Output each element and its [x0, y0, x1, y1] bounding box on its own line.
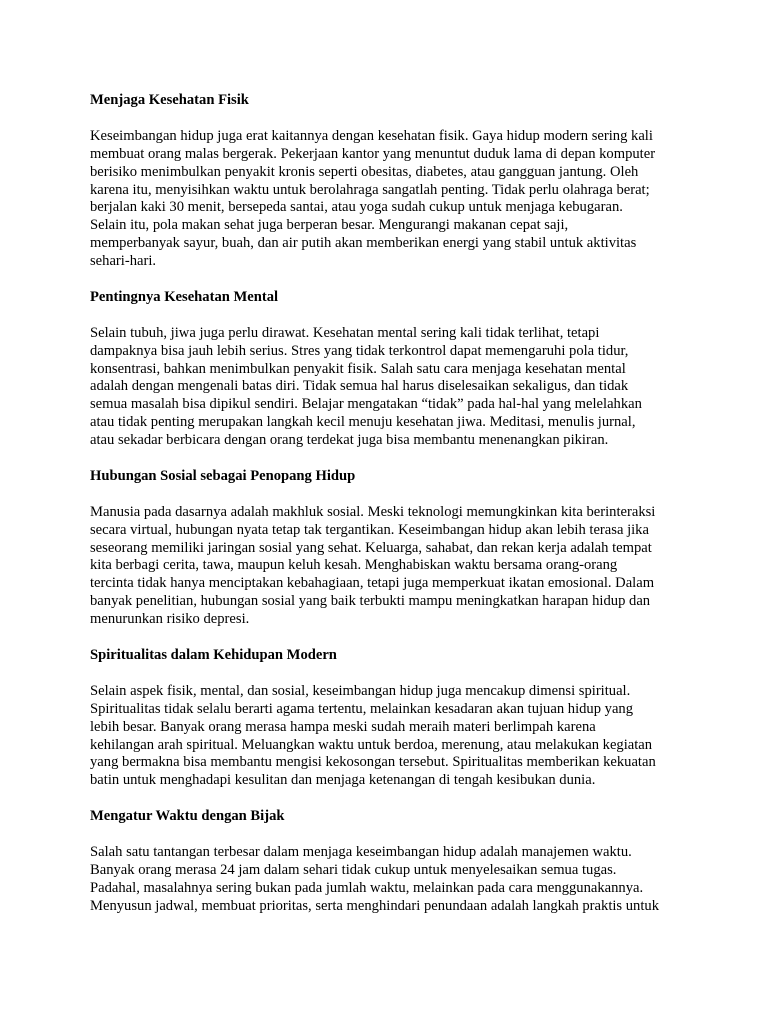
- paragraph-line: Keseimbangan hidup juga erat kaitannya dengan kesehatan fisik. Gaya hidup modern sering kali: [90, 127, 653, 144]
- paragraph-line: Menyusun jadwal, membuat prioritas, serta menghindari penundaan adalah langkah praktis untuk: [90, 897, 659, 914]
- section-heading: Menjaga Kesehatan Fisik: [90, 92, 249, 108]
- paragraph-line: atau tidak penting merupakan langkah kecil menuju kesehatan jiwa. Meditasi, menulis jurnal,: [90, 414, 636, 431]
- paragraph-line: Spiritualitas tidak selalu berarti agama tertentu, melainkan kesadaran akan tujuan hidup yang: [90, 700, 634, 717]
- paragraph-line: tercinta tidak hanya menciptakan kebahagiaan, tetapi juga memperkuat ikatan emosional. Dalam: [90, 575, 655, 592]
- paragraph-line: Padahal, masalahnya sering bukan pada jumlah waktu, melainkan pada cara menggunakannya.: [90, 879, 644, 896]
- paragraph-line: Selain tubuh, jiwa juga perlu dirawat. Kesehatan mental sering kali tidak terlihat, tetapi: [90, 324, 600, 341]
- paragraph-line: menurunkan risiko depresi.: [90, 611, 250, 628]
- section-heading: Mengatur Waktu dengan Bijak: [90, 808, 285, 825]
- section-spiritualitas: [90, 647, 690, 790]
- document-page: [90, 92, 690, 933]
- paragraph-line: banyak penelitian, hubungan sosial yang baik terbukti mampu meningkatkan harapan hidup dan: [90, 593, 651, 610]
- section-paragraph: [90, 844, 690, 916]
- paragraph-line: semua masalah bisa dipikul sendiri. Belajar mengatakan “tidak” pada hal-hal yang melelahkan: [90, 396, 642, 413]
- section-mengatur-waktu: [90, 808, 690, 915]
- paragraph-line: sehari-hari.: [90, 253, 157, 270]
- paragraph-line: secara virtual, hubungan nyata tetap tak tergantikan. Keseimbangan hidup akan lebih terasa jika: [90, 521, 649, 538]
- paragraph-line: konsentrasi, bahkan menimbulkan penyakit fisik. Salah satu cara menjaga kesehatan mental: [90, 360, 626, 377]
- section-heading: Pentingnya Kesehatan Mental: [90, 288, 279, 305]
- paragraph-line: Selain aspek fisik, mental, dan sosial, keseimbangan hidup juga mencakup dimensi spiritual.: [90, 682, 631, 699]
- section-heading: Spiritualitas dalam Kehidupan Modern: [90, 647, 337, 663]
- paragraph-line: adalah dengan mengenali batas diri. Tidak semua hal harus diselesaikan sekaligus, dan tidak: [90, 378, 629, 395]
- section-paragraph: [90, 325, 690, 450]
- paragraph-line: memperbanyak sayur, buah, dan air putih akan memberikan energi yang stabil untuk aktivitas: [90, 235, 637, 252]
- paragraph-line: seseorang memiliki jaringan sosial yang sehat. Keluarga, sahabat, dan rekan kerja adalah tempat: [90, 539, 652, 556]
- paragraph-line: berjalan kaki 30 menit, bersepeda santai, atau yoga sudah cukup untuk menjaga kebugaran.: [90, 199, 623, 216]
- paragraph-line: atau sekadar berbicara dengan orang terdekat juga bisa membantu menenangkan pikiran.: [90, 432, 609, 449]
- paragraph-line: membuat orang malas bergerak. Pekerjaan kantor yang menuntut duduk lama di depan komputer: [90, 145, 656, 162]
- section-paragraph: [90, 504, 690, 629]
- section-paragraph: [90, 683, 690, 790]
- paragraph-line: kita berbagi cerita, tawa, maupun keluh kesah. Menghabiskan waktu bersama orang-orang: [90, 557, 618, 574]
- paragraph-line: berisiko menimbulkan penyakit kronis seperti obesitas, diabetes, atau gangguan jantung. Oleh: [90, 163, 639, 180]
- paragraph-line: dampaknya bisa jauh lebih serius. Stres yang tidak terkontrol dapat memengaruhi pola tidur,: [90, 342, 629, 359]
- section-kesehatan-mental: [90, 289, 690, 450]
- paragraph-line: Banyak orang merasa 24 jam dalam sehari tidak cukup untuk menyelesaikan semua tugas.: [90, 861, 617, 878]
- paragraph-line: yang bermakna bisa membantu mengisi kekosongan tersebut. Spiritualitas memberikan kekuatan: [90, 754, 656, 771]
- paragraph-line: Manusia pada dasarnya adalah makhluk sosial. Meski teknologi memungkinkan kita berinteraksi: [90, 503, 656, 520]
- paragraph-line: lebih besar. Banyak orang merasa hampa meski sudah meraih materi berlimpah karena: [90, 718, 596, 735]
- section-paragraph: [90, 128, 690, 271]
- paragraph-line: karena itu, menyisihkan waktu untuk berolahraga sangatlah penting. Tidak perlu olahraga berat;: [90, 181, 650, 198]
- section-kesehatan-fisik: [90, 92, 690, 271]
- section-hubungan-sosial: [90, 468, 690, 629]
- paragraph-line: Selain itu, pola makan sehat juga berperan besar. Mengurangi makanan cepat saji,: [90, 217, 569, 234]
- paragraph-line: batin untuk menghadapi kesulitan dan menjaga ketenangan di tengah kesibukan dunia.: [90, 772, 596, 789]
- section-heading: Hubungan Sosial sebagai Penopang Hidup: [90, 467, 356, 484]
- paragraph-line: Salah satu tantangan terbesar dalam menjaga keseimbangan hidup adalah manajemen waktu.: [90, 843, 632, 860]
- paragraph-line: kehilangan arah spiritual. Meluangkan waktu untuk berdoa, merenung, atau melakukan kegiatan: [90, 736, 653, 753]
